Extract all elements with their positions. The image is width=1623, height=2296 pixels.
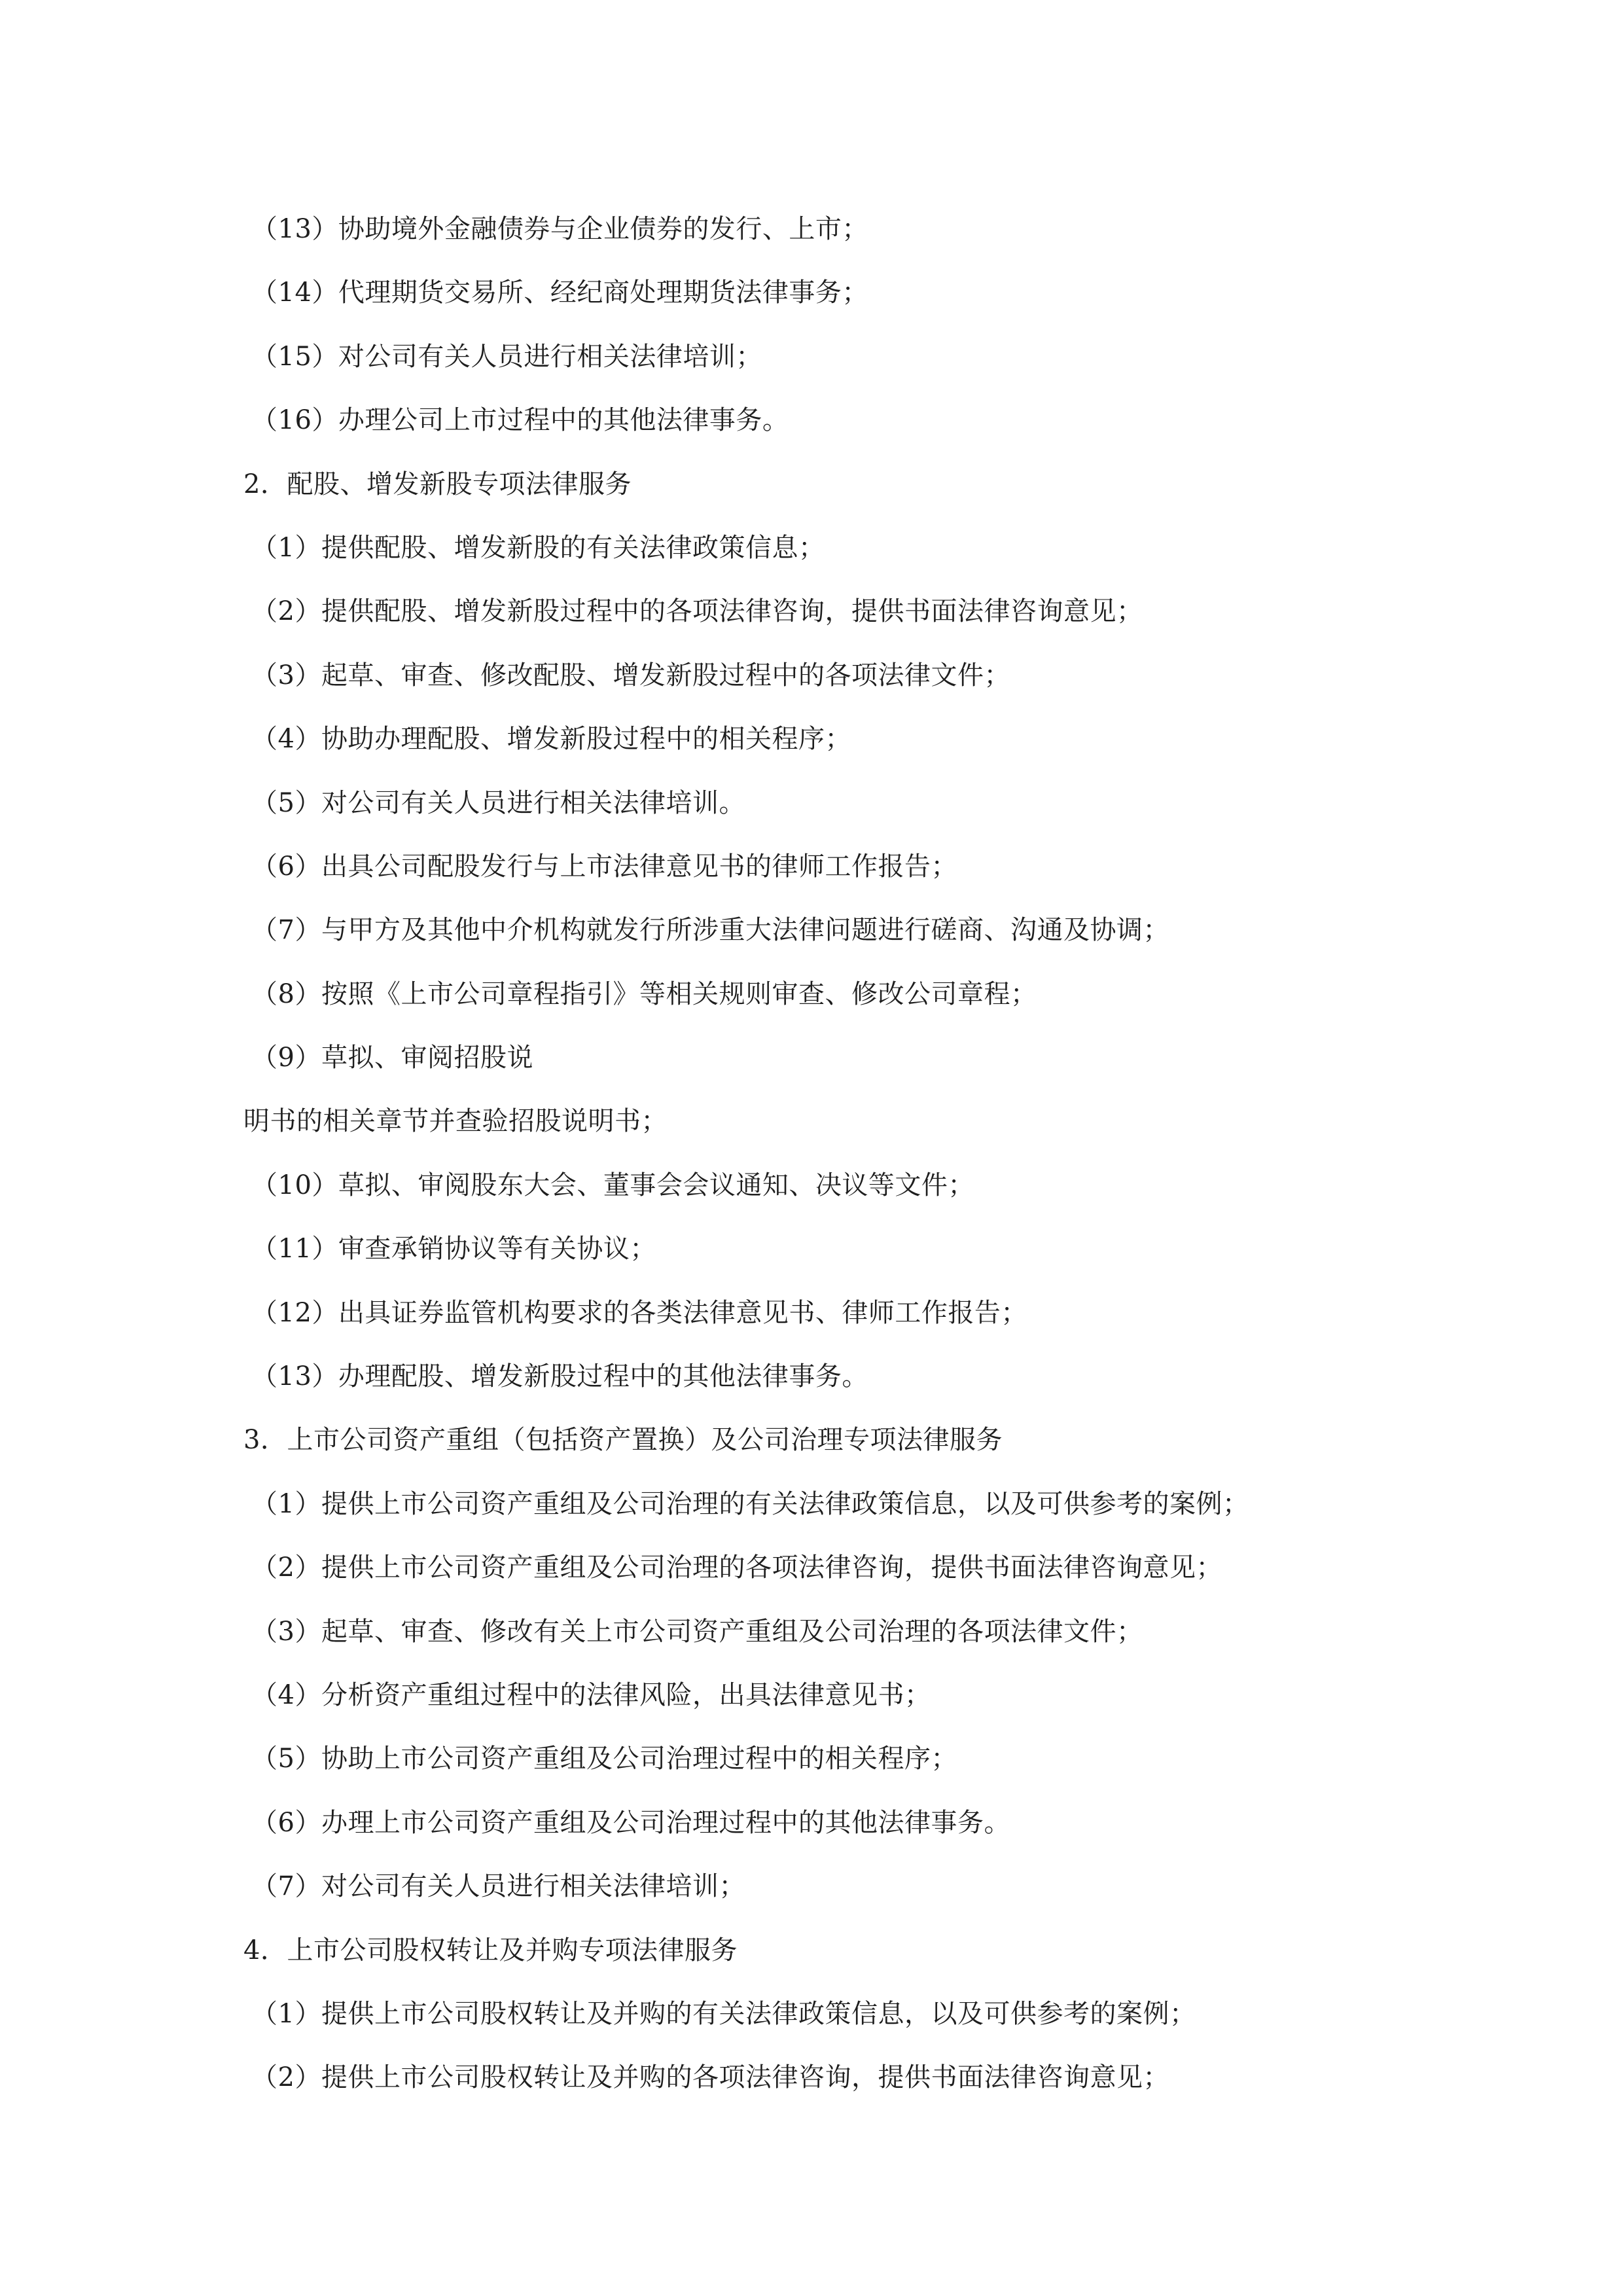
- list-item: （3）起草、审查、修改配股、增发新股过程中的各项法律文件；: [251, 660, 1010, 691]
- list-item: （6）办理上市公司资产重组及公司治理过程中的其他法律事务。: [251, 1807, 1010, 1838]
- list-item: （4）分析资产重组过程中的法律风险，出具法律意见书；: [251, 1679, 931, 1710]
- list-item: （1）提供上市公司股权转让及并购的有关法律政策信息，以及可供参考的案例；: [251, 1998, 1196, 2029]
- list-item: （1）提供配股、增发新股的有关法律政策信息；: [251, 532, 825, 563]
- list-item: （5）协助上市公司资产重组及公司治理过程中的相关程序；: [251, 1744, 957, 1774]
- list-item: （12）出具证券监管机构要求的各类法律意见书、律师工作报告；: [251, 1297, 1027, 1328]
- list-item: （7）与甲方及其他中介机构就发行所涉重大法律问题进行磋商、沟通及协调；: [251, 915, 1169, 946]
- list-item: （7）对公司有关人员进行相关法律培训；: [251, 1871, 745, 1902]
- list-item: （3）起草、审查、修改有关上市公司资产重组及公司治理的各项法律文件；: [251, 1616, 1143, 1647]
- list-item: （13）办理配股、增发新股过程中的其他法律事务。: [251, 1361, 868, 1392]
- list-item: （14）代理期货交易所、经纪商处理期货法律事务；: [251, 278, 868, 308]
- list-item: （5）对公司有关人员进行相关法律培训。: [251, 787, 745, 818]
- list-item: （2）提供上市公司资产重组及公司治理的各项法律咨询，提供书面法律咨询意见；: [251, 1552, 1222, 1583]
- list-item: （13）协助境外金融债券与企业债券的发行、上市；: [251, 214, 868, 244]
- list-item: （2）提供上市公司股权转让及并购的各项法律咨询，提供书面法律咨询意见；: [251, 2062, 1169, 2093]
- list-item: （2）提供配股、增发新股过程中的各项法律咨询，提供书面法律咨询意见；: [251, 596, 1143, 627]
- section-heading: 2．配股、增发新股专项法律服务: [243, 469, 632, 499]
- list-item: （9）草拟、审阅招股说: [251, 1043, 533, 1073]
- list-item: （1）提供上市公司资产重组及公司治理的有关法律政策信息，以及可供参考的案例；: [251, 1488, 1249, 1519]
- section-heading: 4．上市公司股权转让及并购专项法律服务: [243, 1935, 738, 1965]
- list-item: （11）审查承销协议等有关协议；: [251, 1234, 656, 1265]
- document-body: [243, 198, 1395, 2110]
- list-item: （8）按照《上市公司章程指引》等相关规则审查、修改公司章程；: [251, 978, 1037, 1009]
- section-heading: 3．上市公司资产重组（包括资产置换）及公司治理专项法律服务: [243, 1425, 1003, 1456]
- list-item: （10）草拟、审阅股东大会、董事会会议通知、决议等文件；: [251, 1170, 974, 1200]
- list-item: （4）协助办理配股、增发新股过程中的相关程序；: [251, 724, 851, 755]
- list-item: （6）出具公司配股发行与上市法律意见书的律师工作报告；: [251, 851, 957, 882]
- list-item: （15）对公司有关人员进行相关法律培训；: [251, 341, 762, 372]
- list-item: （16）办理公司上市过程中的其他法律事务。: [251, 405, 789, 436]
- list-item-continuation: 明书的相关章节并查验招股说明书；: [243, 1106, 668, 1137]
